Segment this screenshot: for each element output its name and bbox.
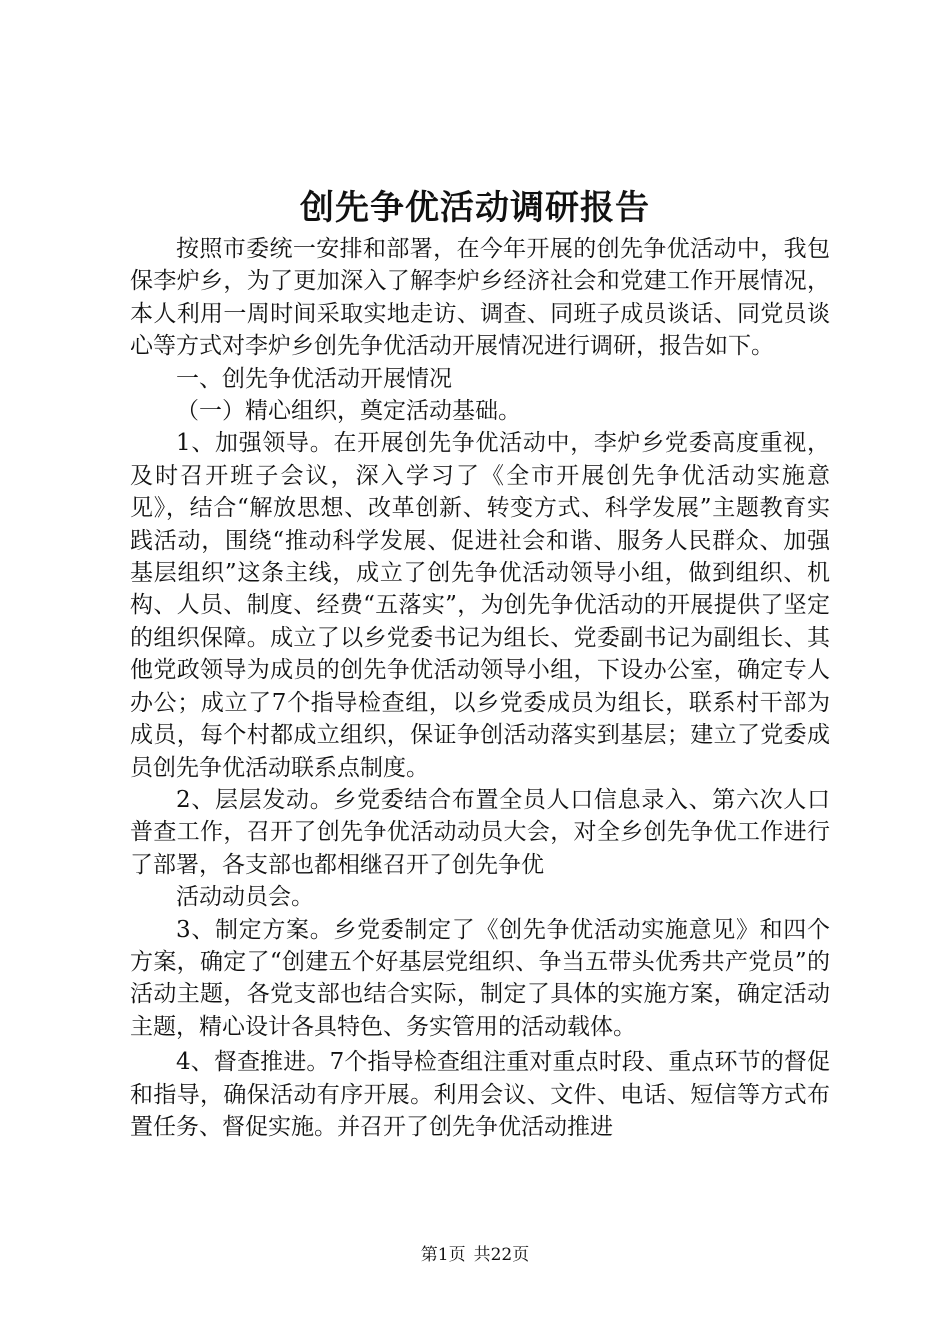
paragraph-mobilization: 2、层层发动。乡党委结合布置全员人口信息录入、第六次人口普查工作，召开了创先争优活动动员大会，对全乡创先争优工作进行了部署，各支部也都相继召开了创先争优: [130, 786, 830, 878]
page-footer: [0, 1244, 950, 1266]
paragraph-supervision: 4、督查推进。7个指导检查组注重对重点时段、重点环节的督促和指导，确保活动有序开展。利用会议、文件、电话、短信等方式布置任务、督促实施。并召开了创先争优活动推进: [130, 1049, 830, 1140]
section-heading: 一、创先争优活动开展情况: [176, 365, 452, 392]
document-title: 创先争优活动调研报告: [300, 188, 650, 228]
subsection-heading: （一）精心组织，奠定活动基础。: [176, 398, 521, 425]
paragraph-plan: 3、制定方案。乡党委制定了《创先争优活动实施意见》和四个方案，确定了“创建五个好基层党组织、争当五带头优秀共产党员”的活动主题，各党支部也结合实际，制定了具体的实施方案，确定活动主题，精心设计各具特色、务实管用的活动载体。: [130, 916, 830, 1040]
paragraph-mobilization-continued: 活动动员会。: [176, 884, 314, 911]
page-total: 共22页: [473, 1245, 530, 1265]
page-number: 第1页: [420, 1245, 466, 1265]
document-body: [130, 233, 830, 1143]
paragraph-intro: 按照市委统一安排和部署，在今年开展的创先争优活动中，我包保李炉乡，为了更加深入了解李炉乡经济社会和党建工作开展情况，本人利用一周时间采取实地走访、调查、同班子成员谈话、同党员谈心等方式对李炉乡创先争优活动开展情况进行调研，报告如下。: [130, 236, 830, 360]
paragraph-leadership: 1、加强领导。在开展创先争优活动中，李炉乡党委高度重视，及时召开班子会议，深入学习了《全市开展创先争优活动实施意见》，结合“解放思想、改革创新、转变方式、科学发展”主题教育实践活动，围绕“推动科学发展、促进社会和谐、服务人民群众、加强基层组织”这条主线，成立了创先争优活动领导小组，做到组织、机构、人员、制度、经费“五落实”，为创先争优活动的开展提供了坚定的组织保障。成立了以乡党委书记为组长、党委副书记为副组长、其他党政领导为成员的创先争优活动领导小组，下设办公室，确定专人办公；成立了7个指导检查组，以乡党委成员为组长，联系村干部为成员，每个村都成立组织，保证争创活动落实到基层；建立了党委成员创先争优活动联系点制度。: [130, 430, 830, 781]
